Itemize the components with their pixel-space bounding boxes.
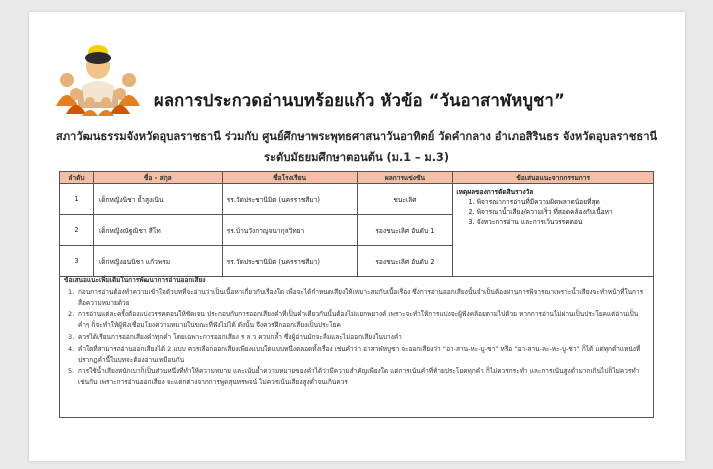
suggestion-item bbox=[64, 287, 649, 309]
results-table bbox=[59, 171, 654, 277]
row-name: เด็กหญิงนิชา ย้ำสูงเนิน bbox=[93, 184, 222, 215]
judges-comment-cell bbox=[453, 184, 654, 277]
suggestions-heading: ข้อเสนอแนะเพิ่มเติมในการพัฒนาการอ่านออกเสียง bbox=[64, 276, 206, 284]
suggestion-number: 4. bbox=[68, 344, 75, 353]
suggestion-text: คำใดที่สามารถอ่านออกเสียงได้ 2 แบบ ควรเลือกออกเสียงเพียงแบบใดแบบหนึ่งตลอดทั้งเรื่อง เช่นคำว่า อาสาฬหบูชา จะออกเสียงว่า “อา-สาน-หะ-บู-ชา” หรือ “อา-สาน-ละ-หะ-บู-ชา” ก็ได้ แต่ทุกตำแหน่งที่ปรากฏคำนี้ในบทจะต้องอ่านเหมือนกัน bbox=[78, 344, 641, 364]
row-no: 1 bbox=[60, 184, 94, 215]
header-name: ชื่อ - สกุล bbox=[93, 172, 222, 184]
page-title: ผลการประกวดอ่านบทร้อยแก้ว หัวข้อ “วันอาสาฬหบูชา” bbox=[154, 91, 566, 110]
monks-seated-logo-icon bbox=[52, 36, 144, 116]
comment-item: 1. พิจารณาการอ่านที่มีความผิดพลาดน้อยที่สุด bbox=[468, 198, 600, 206]
suggestion-number: 5. bbox=[68, 367, 75, 376]
additional-suggestions bbox=[59, 273, 654, 418]
row-result: ชนะเลิศ bbox=[357, 184, 453, 215]
suggestion-item bbox=[64, 366, 649, 388]
comment-item: 2. พิจารณาน้ำเสียง/ความเร็ว ที่สอดคล้องกับเนื้อหา bbox=[468, 208, 613, 216]
suggestion-number: 3. bbox=[68, 332, 75, 341]
suggestion-item bbox=[64, 309, 649, 331]
row-name: เด็กหญิงณัฐณิชา สีโท bbox=[93, 215, 222, 246]
header-school: ชื่อโรงเรียน bbox=[222, 172, 357, 184]
suggestion-item bbox=[64, 344, 649, 366]
row-school: รร.บ้านวังกาญจนากุลวิทยา bbox=[222, 215, 357, 246]
suggestion-number: 2. bbox=[68, 310, 75, 319]
header-no: ลำดับ bbox=[60, 172, 94, 184]
row-no: 3 bbox=[60, 246, 94, 277]
row-name: เด็กหญิงอนนิชา แก้วพรม bbox=[93, 246, 222, 277]
header-comment: ข้อเสนอแนะจากกรรมการ bbox=[453, 172, 654, 184]
header-result: ผลการแข่งขัน bbox=[357, 172, 453, 184]
row-school: รร.วัดประชานิมิต (นครราชสีมา) bbox=[222, 246, 357, 277]
suggestion-text: ก่อนการอ่านต้องทำความเข้าใจตัวบทที่จะอ่านว่าเป็นเนื้อหาเกี่ยวกับเรื่องใด เพื่อจะได้กำหนดเสียงให้เหมาะสมกับเนื้อเรื่อง ซึ่งการอ่านออกเสียงนั้นจำเป็นต้องผ่านการพิจารณาเพราะน้ำเสียงจะทำหน้าที่ในการสื่อความหมายด้วย bbox=[78, 287, 644, 307]
suggestion-item bbox=[64, 332, 649, 343]
suggestion-number: 1. bbox=[68, 287, 75, 296]
level-subtitle: ระดับมัธยมศึกษาตอนต้น (ม.1 – ม.3) bbox=[264, 151, 449, 164]
row-result: รองชนะเลิศ อันดับ 2 bbox=[357, 246, 453, 277]
organizer-subtitle: สภาวัฒนธรรมจังหวัดอุบลราชธานี ร่วมกับ ศูนย์ศึกษาพระพุทธศาสนาวันอาทิตย์ วัดคำกลาง อำเภอสิรินธร จังหวัดอุบลราชธานี bbox=[55, 130, 658, 143]
row-result: รองชนะเลิศ อันดับ 1 bbox=[357, 215, 453, 246]
table-row bbox=[60, 184, 654, 215]
suggestion-text: ควรได้เรียนการออกเสียงคำทุกคำ โดยเฉพาะการออกเสียง ร ล ว ควบกล้ำ ซึ่งผู้อ่านมักจะลืมและไม่ออกเสียงในบางคำ bbox=[78, 332, 402, 341]
suggestion-text: การใช้น้ำเสียงหนักเบาก็เป็นส่วนหนึ่งที่ทำให้ความหมาย และเน้นย้ำความหมายของคำได้ว่ามีความสำคัญเพียงใด แต่การเน้นคำที่ท้ายประโยคทุกคำ ก็ไม่ควรกระทำ และการเน้นสูงต่ำมากเกินไปก็ไม่ควรทำเช่นกัน เพราะการอ่านออกเสียง จะแตกต่างจากการพูดสุนทรพจน์ ไม่ควรเน้นเสียงสูงต่ำจนเกินควร bbox=[78, 367, 640, 387]
comment-item: 3. จังหวะการอ่าน และการเว้นวรรคตอน bbox=[468, 218, 583, 226]
row-school: รร.วัดประชานิมิต (นครราชสีมา) bbox=[222, 184, 357, 215]
row-no: 2 bbox=[60, 215, 94, 246]
suggestion-text: การอ่านแต่ละครั้งต้องแบ่งวรรคตอนให้ชัดเจน ประกอบกับการออกเสียงคำที่เป็นคำเดียวกันนั้นต้องไม่แยกพยางค์ เพราะจะทำให้การแบ่งจะผู้ฟังคล้อยตามไปด้วย หากการอ่านไม่ผ่านเป็นประโยคแต่อ่านเป็นคำๆ ก็จะทำให้ผู้ฟังเชื่อมโยงความหมายในขณะที่ฟังไม่ได้ ดังนั้น จึงควรฝึกออกเสียงเป็นประโยค bbox=[78, 310, 639, 330]
table-header-row bbox=[60, 172, 654, 184]
comment-heading: เหตุผลของการตัดสินรางวัล bbox=[456, 188, 534, 196]
